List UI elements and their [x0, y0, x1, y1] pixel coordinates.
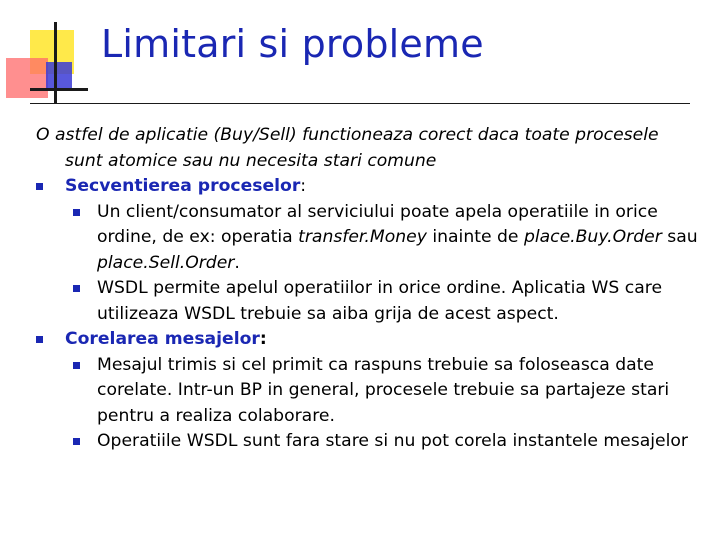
bullet-square-icon	[73, 438, 80, 445]
section-correlation	[0, 327, 720, 353]
list-item: Mesajul trimis si cel primit ca raspuns trebuie sa foloseasca date corelate. Intr-un BP in general, procesele trebuie sa partajeze stari pentru a realiza colaborare.	[0, 353, 720, 430]
section-heading: Secventierea proceselor	[65, 176, 301, 196]
slide-title: Limitari si probleme	[101, 22, 484, 66]
list-item: Un client/consumator al serviciului poate apela operatiile in orice ordine, de ex: operatia transfer.Money inainte de place.Buy.Order sau place.Sell.Order.	[0, 200, 720, 277]
list-item: WSDL permite apelul operatiilor in orice ordine. Aplicatia WS care utilizeaza WSDL trebuie sa aiba grija de acest aspect.	[0, 276, 720, 327]
operation-name: transfer.Money	[298, 227, 427, 247]
logo-horizontal-line	[30, 88, 88, 91]
logo-blue-square	[46, 62, 72, 88]
operation-name: place.Sell.Order	[97, 252, 235, 273]
section-heading: Corelarea mesajelor	[65, 329, 260, 349]
bullet-square-icon	[36, 336, 43, 343]
bullet-square-icon	[73, 285, 80, 292]
logo-red-square	[6, 58, 48, 98]
intro-line-1: O astfel de aplicatie (Buy/Sell) functioneaza corect daca toate procesele	[36, 125, 659, 145]
operation-name: place.Buy.Order	[523, 227, 662, 247]
section-heading-suffix: :	[300, 176, 307, 196]
slide-body	[0, 123, 720, 455]
intro-paragraph	[0, 123, 720, 174]
bullet-square-icon	[73, 209, 80, 216]
logo-vertical-line	[54, 22, 57, 104]
section-heading-suffix: :	[259, 329, 267, 349]
bullet-square-icon	[73, 362, 80, 369]
title-divider	[30, 103, 690, 104]
section-sequencing	[0, 174, 720, 200]
bullet-square-icon	[36, 183, 43, 190]
intro-line-2: sunt atomice sau nu necesita stari comune	[65, 150, 437, 171]
list-item: Operatiile WSDL sunt fara stare si nu pot corela instantele mesajelor	[0, 429, 720, 455]
